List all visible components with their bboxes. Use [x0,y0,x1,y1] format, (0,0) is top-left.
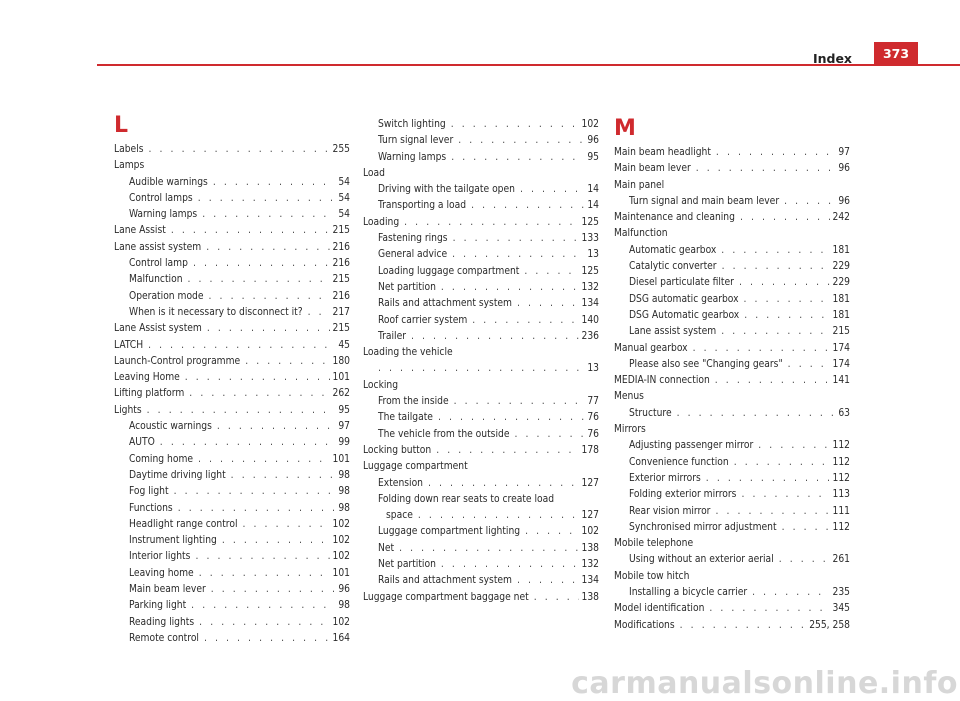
index-subentry[interactable]: Automatic gearbox . . . 181 [614,243,850,259]
index-entry[interactable]: Lane assist system . . . 216 [114,240,350,256]
watermark: carmanualsonline.info [571,666,958,701]
index-subentry[interactable]: Fog light . . . 98 [114,484,350,500]
index-subentry[interactable]: When is it necessary to disconnect it? . . . 217 [114,305,350,321]
index-subentry[interactable]: Exterior mirrors . . . 112 [614,471,850,487]
index-subentry[interactable]: Warning lamps . . . 54 [114,207,350,223]
index-subentry[interactable]: Loading luggage compartment . . . 125 [363,264,599,280]
index-subentry[interactable]: Parking light . . . 98 [114,598,350,614]
index-subentry[interactable]: Leaving home . . . 101 [114,566,350,582]
index-entry[interactable]: Lane Assist . . . 215 [114,223,350,239]
index-heading: Malfunction [614,228,668,240]
index-subentry[interactable]: Instrument lighting . . . 102 [114,533,350,549]
index-subentry[interactable]: Driving with the tailgate open . . . 14 [363,182,599,198]
index-entry[interactable]: Modifications . . . 255, 258 [614,618,850,634]
index-subentry[interactable]: Acoustic warnings . . . 97 [114,419,350,435]
index-subentry[interactable]: DSG Automatic gearbox . . . 181 [614,308,850,324]
index-subentry-wrapped: Folding down rear seats to create load [378,493,555,505]
index-subentry[interactable]: Lane assist system . . . 215 [614,324,850,340]
index-subentry[interactable]: Catalytic converter . . . 229 [614,259,850,275]
index-subentry[interactable]: Trailer . . . 236 [363,329,599,345]
index-subentry[interactable]: General advice . . . 13 [363,247,599,263]
index-entry[interactable]: MEDIA-IN connection . . . 141 [614,373,850,389]
index-subentry[interactable]: Adjusting passenger mirror . . . 112 [614,438,850,454]
index-column-1 [114,114,350,647]
index-entry[interactable]: Main beam headlight . . . 97 [614,145,850,161]
index-entry[interactable]: Launch-Control programme . . . 180 [114,354,350,370]
index-entry[interactable]: Model identification . . . 345 [614,601,850,617]
index-column-3 [614,117,850,634]
page-header-title: Index [812,51,852,66]
index-subentry[interactable]: Switch lighting . . . 102 [363,117,599,133]
index-subentry[interactable]: Rails and attachment system . . . 134 [363,296,599,312]
index-heading: Luggage compartment [363,461,468,473]
index-subentry[interactable]: Malfunction . . . 215 [114,272,350,288]
index-subentry[interactable]: Diesel particulate filter . . . 229 [614,275,850,291]
index-entry[interactable]: Lifting platform . . . 262 [114,386,350,402]
index-subentry[interactable]: Folding exterior mirrors . . . 113 [614,487,850,503]
index-subentry[interactable]: Luggage compartment lighting . . . 102 [363,524,599,540]
index-subentry[interactable]: The tailgate . . . 76 [363,410,599,426]
index-entry[interactable]: Luggage compartment baggage net . . . 138 [363,590,599,606]
index-subentry[interactable]: Coming home . . . 101 [114,452,350,468]
index-subentry[interactable]: Rear vision mirror . . . 111 [614,504,850,520]
index-subentry[interactable]: Reading lights . . . 102 [114,615,350,631]
index-subentry[interactable]: Control lamps . . . 54 [114,191,350,207]
index-subentry[interactable]: Remote control . . . 164 [114,631,350,647]
index-subentry[interactable]: From the inside . . . 77 [363,394,599,410]
index-entry[interactable]: Locking button . . . 178 [363,443,599,459]
index-subentry[interactable]: Main beam lever . . . 96 [114,582,350,598]
index-entry[interactable]: Leaving Home . . . 101 [114,370,350,386]
index-subentry-continuation[interactable]: space . . . 127 [363,508,599,524]
index-entry[interactable]: Main beam lever . . . 96 [614,161,850,177]
index-subentry[interactable]: Roof carrier system . . . 140 [363,313,599,329]
index-subentry[interactable]: Turn signal lever . . . 96 [363,133,599,149]
index-subentry[interactable]: Audible warnings . . . 54 [114,175,350,191]
index-entry[interactable]: Maintenance and cleaning . . . 242 [614,210,850,226]
index-subentry[interactable]: Fastening rings . . . 133 [363,231,599,247]
index-entry[interactable]: Loading . . . 125 [363,215,599,231]
index-subentry[interactable]: Structure . . . 63 [614,406,850,422]
index-subentry[interactable]: Net partition . . . 132 [363,557,599,573]
index-heading: Lamps [114,160,145,172]
index-subentry[interactable]: DSG automatic gearbox . . . 181 [614,292,850,308]
index-heading: Locking [363,379,399,391]
index-heading: Mirrors [614,424,646,436]
index-heading: Menus [614,391,644,403]
index-heading: Loading the vehicle [363,347,453,359]
index-subentry[interactable]: Transporting a load . . . 14 [363,198,599,214]
page-number-tab: 373 [874,42,918,66]
index-entry[interactable]: Labels . . . 255 [114,142,350,158]
index-subentry[interactable]: Convenience function . . . 112 [614,455,850,471]
index-subentry[interactable]: Interior lights . . . 102 [114,549,350,565]
index-subentry[interactable]: Turn signal and main beam lever . . . 96 [614,194,850,210]
index-subentry[interactable]: The vehicle from the outside . . . 76 [363,427,599,443]
index-subentry[interactable]: Daytime driving light . . . 98 [114,468,350,484]
index-heading: Mobile telephone [614,538,694,550]
index-entry[interactable]: Lights . . . 95 [114,403,350,419]
index-subentry[interactable]: Installing a bicycle carrier . . . 235 [614,585,850,601]
index-heading: Main panel [614,179,665,191]
index-entry[interactable]: Manual gearbox . . . 174 [614,341,850,357]
index-column-2 [363,117,599,606]
index-subentry[interactable]: Rails and attachment system . . . 134 [363,573,599,589]
index-subentry[interactable]: AUTO . . . 99 [114,435,350,451]
index-heading: Mobile tow hitch [614,570,690,582]
index-subentry[interactable]: Please also see "Changing gears" . . . 174 [614,357,850,373]
index-subentry[interactable]: Warning lamps . . . 95 [363,150,599,166]
index-subentry[interactable]: Synchronised mirror adjustment . . . 112 [614,520,850,536]
index-subentry[interactable]: Using without an exterior aerial . . . 261 [614,552,850,568]
section-letter-m: M [614,116,636,141]
index-subentry[interactable]: Control lamp . . . 216 [114,256,350,272]
index-heading: Load [363,167,385,179]
index-subentry[interactable]: Net . . . 138 [363,541,599,557]
index-subentry[interactable]: . . . 13 [363,361,599,377]
index-subentry[interactable]: Functions . . . 98 [114,501,350,517]
index-entry[interactable]: LATCH . . . 45 [114,338,350,354]
index-subentry[interactable]: Net partition . . . 132 [363,280,599,296]
index-subentry[interactable]: Operation mode . . . 216 [114,289,350,305]
section-letter-l: L [114,113,129,138]
index-subentry[interactable]: Extension . . . 127 [363,476,599,492]
index-subentry[interactable]: Headlight range control . . . 102 [114,517,350,533]
index-entry[interactable]: Lane Assist system . . . 215 [114,321,350,337]
